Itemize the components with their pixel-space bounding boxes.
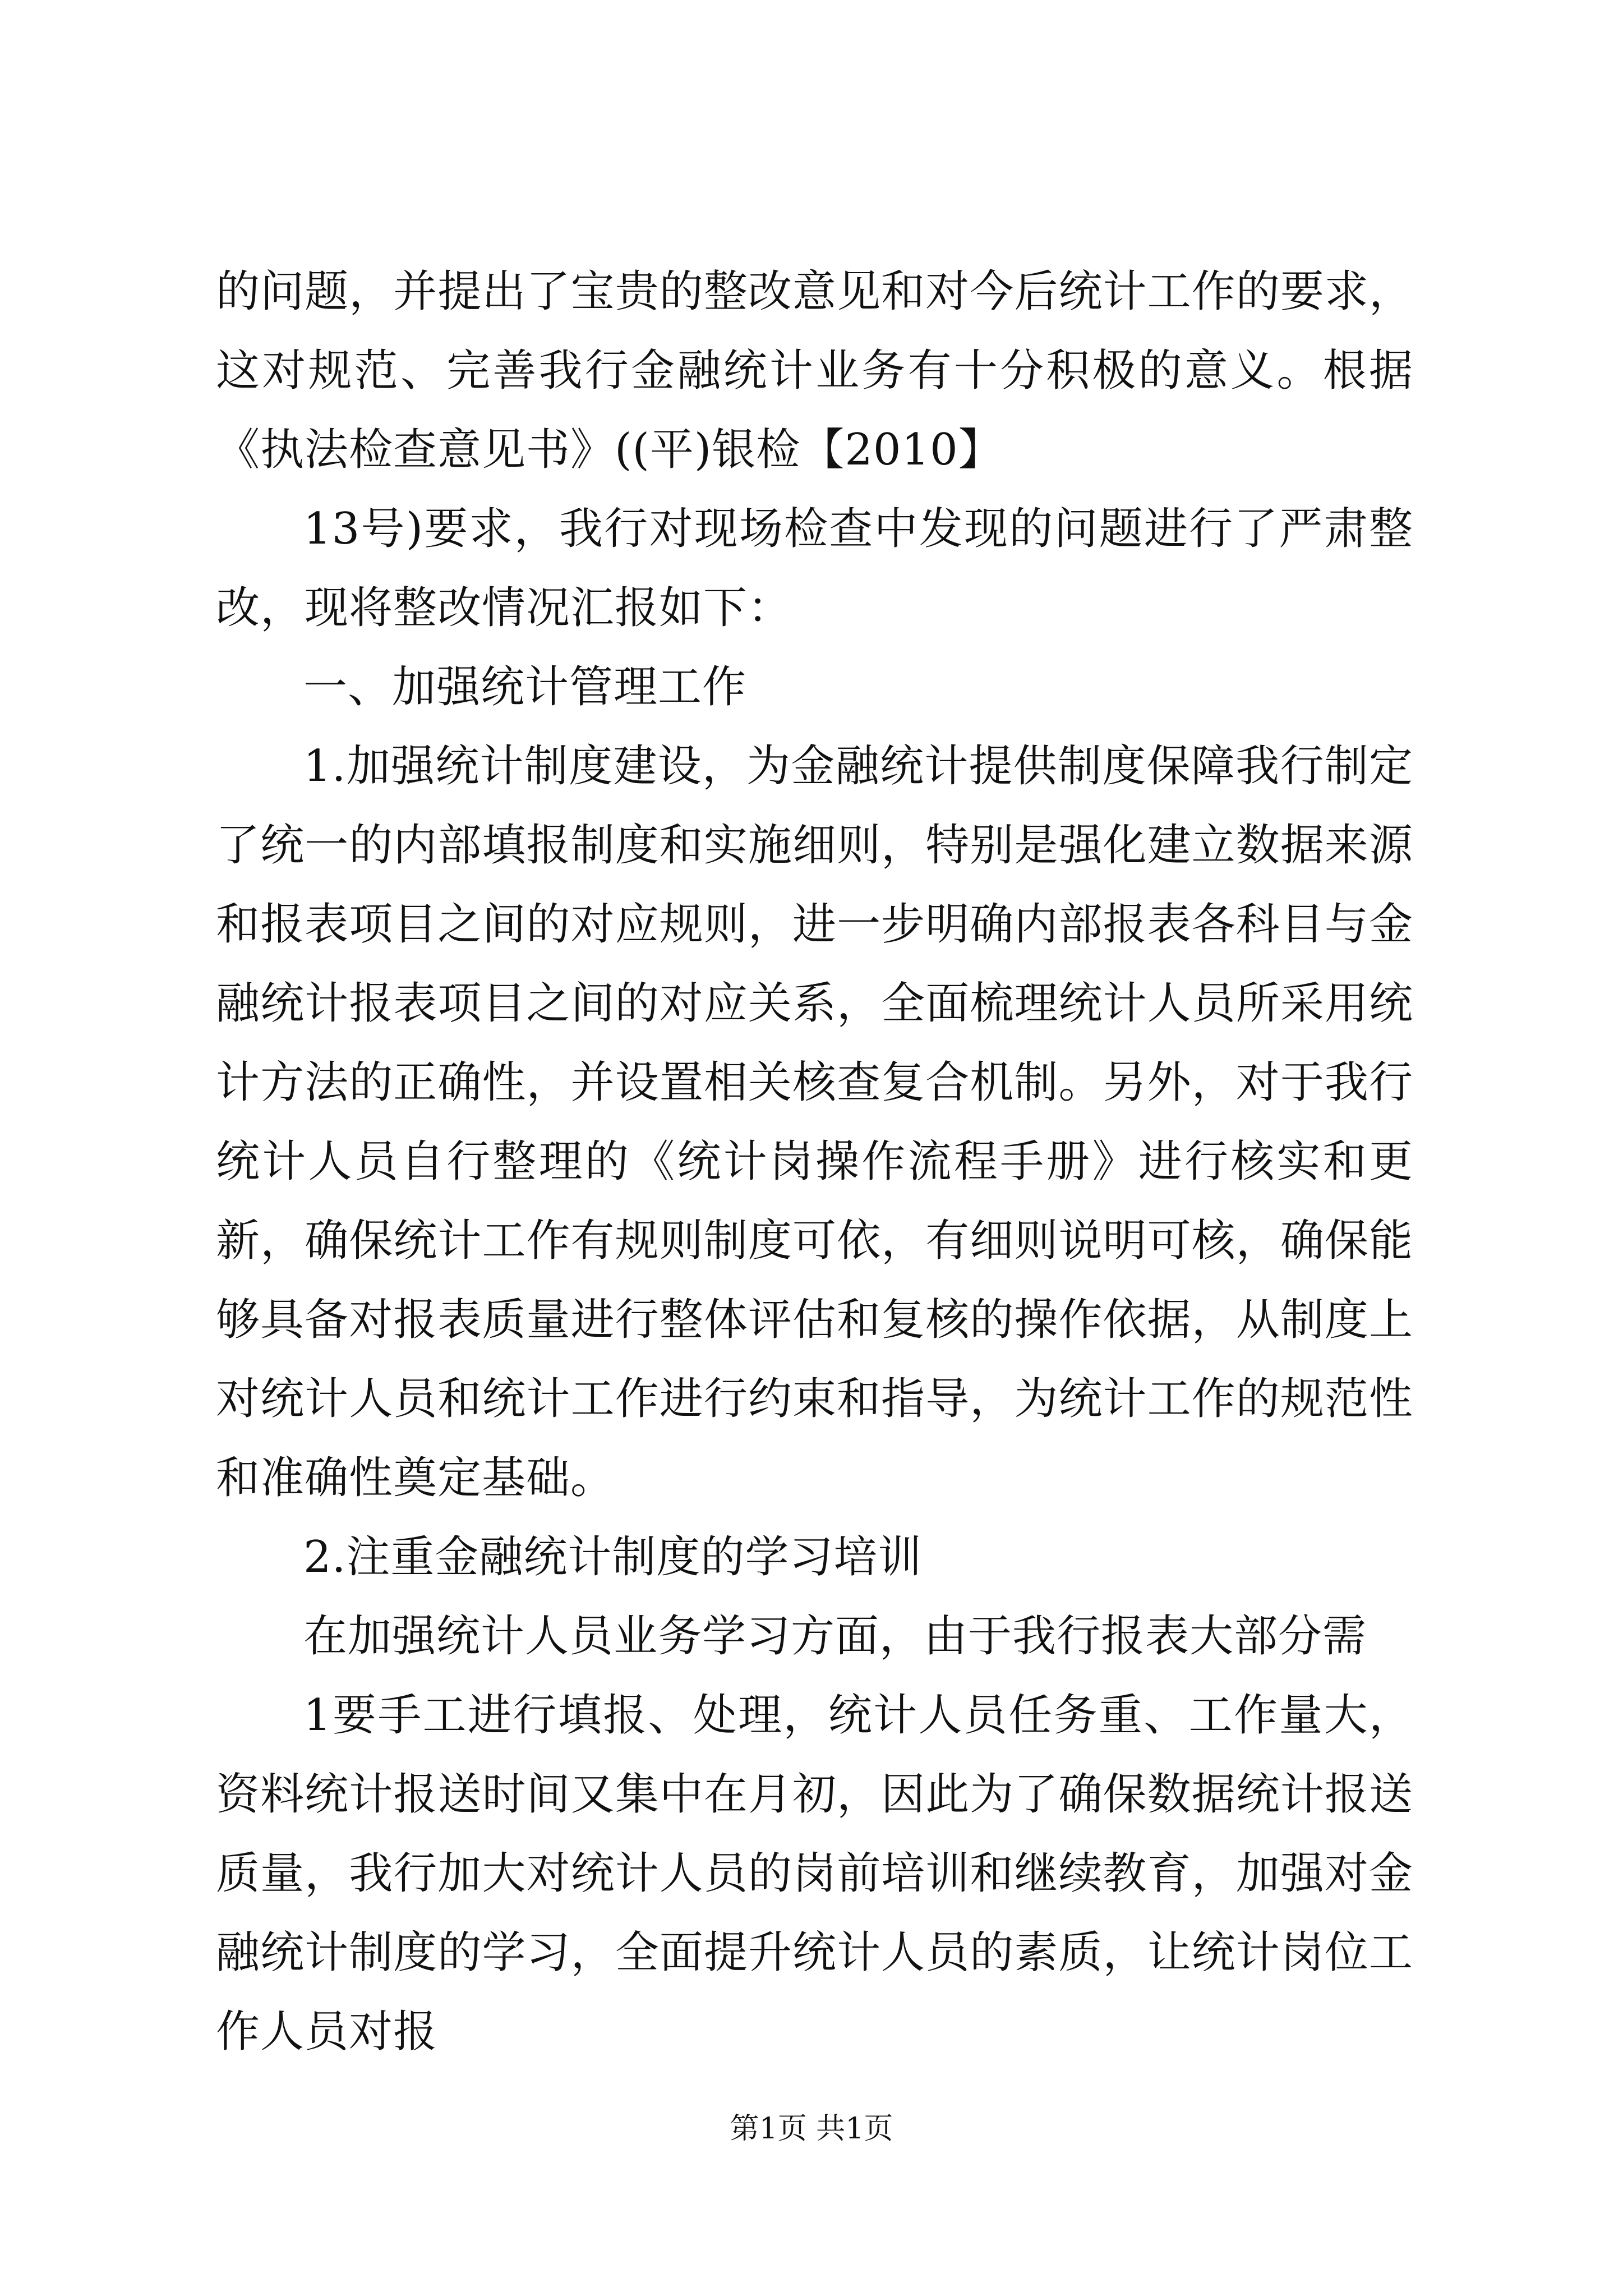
paragraph-3: 1.加强统计制度建设，为金融统计提供制度保障我行制定了统一的内部填报制度和实施细则，特别是强化建立数据来源和报表项目之间的对应规则，进一步明确内部报表各科目与金融统计报表项目之间的对应关系，全面梳理统计人员所采用统计方法的正确性，并设置相关核查复合机制。另外，对于我行统计人员自行整理的《统计岗操作流程手册》进行核实和更新，确保统计工作有规则制度可依，有细则说明可核，确保能够具备对报表质量进行整体评估和复核的操作依据，从制度上对统计人员和统计工作进行约束和指导，为统计工作的规范性和准确性奠定基础。 [216,741,1413,1503]
page-footer [0,2109,1623,2148]
section-heading: 一、加强统计管理工作 [303,662,747,712]
paragraph-5: 1要手工进行填报、处理，统计人员任务重、工作量大，资料统计报送时间又集中在月初，因此为了确保数据统计报送质量，我行加大对统计人员的岗前培训和继续教育，加强对金融统计制度的学习，全面提升统计人员的素质，让统计岗位工作人员对报 [216,1690,1413,2057]
page-number-label: 第1页 共1页 [730,2112,893,2146]
paragraph-4: 在加强统计人员业务学习方面，由于我行报表大部分需 [303,1611,1367,1662]
subsection-heading: 2.注重金融统计制度的学习培训 [303,1532,923,1582]
paragraph-2: 13号)要求，我行对现场检查中发现的问题进行了严肃整改，现将整改情况汇报如下： [216,504,1413,633]
document-body [216,252,1413,2072]
paragraph-1: 的问题，并提出了宝贵的整改意见和对今后统计工作的要求，这对规范、完善我行金融统计业务有十分积极的意义。根据《执法检查意见书》((平)银检【2010】 [216,266,1413,475]
